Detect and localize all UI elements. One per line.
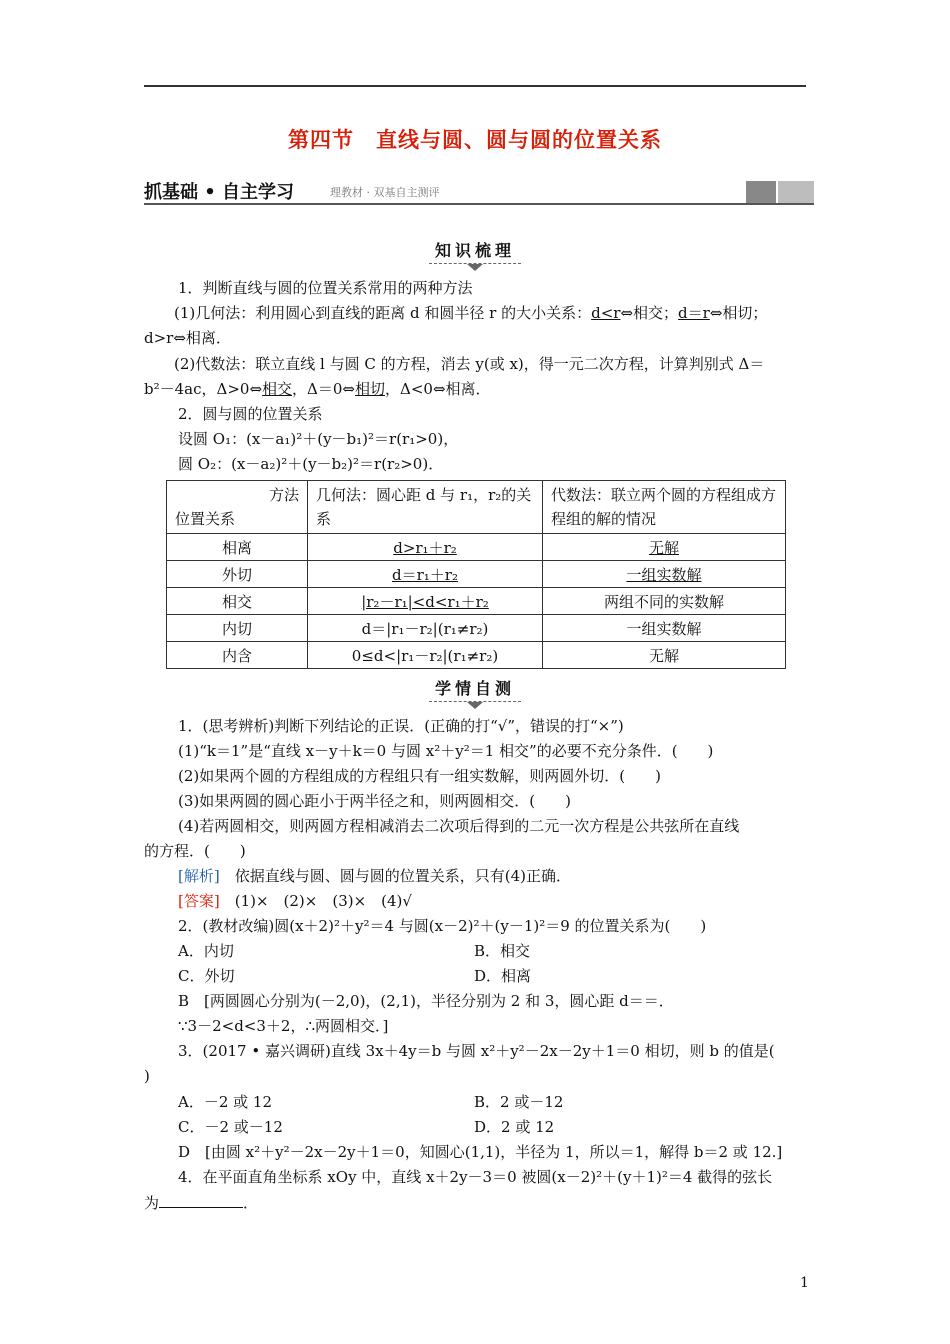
triangle-marker-icon bbox=[467, 702, 483, 709]
para-2-b: ⇔相交； bbox=[620, 304, 679, 322]
page-number: 1 bbox=[800, 1275, 809, 1291]
q1-item-3: (3)如果两圆的圆心距小于两半径之和，则两圆相交．( ) bbox=[178, 792, 571, 810]
table-header-row bbox=[167, 481, 786, 534]
cell-geo: d>r₁＋r₂ bbox=[308, 534, 543, 561]
section-banner bbox=[144, 178, 814, 204]
cell-alg: 无解 bbox=[543, 642, 786, 669]
q4-stem-cont bbox=[144, 1193, 258, 1213]
banner-rule bbox=[144, 203, 814, 205]
q2-stem: 2．(教材改编)圆(x＋2)²＋y²＝4 与圆(x－2)²＋(y－1)²＝9 的位置关系为( ) bbox=[178, 917, 707, 935]
cell-relation: 相交 bbox=[167, 588, 308, 615]
para-5-b: ，Δ＝0⇔ bbox=[292, 380, 355, 398]
answer-label: [答案] bbox=[178, 892, 220, 910]
para-2 bbox=[174, 303, 767, 323]
banner-bar-dark bbox=[746, 181, 776, 203]
cell-geo: 0≤d<|r₁－r₂|(r₁≠r₂) bbox=[308, 642, 543, 669]
q1-stem: 1．(思考辨析)判断下列结论的正误．(正确的打“√”，错误的打“×”) bbox=[178, 717, 624, 735]
banner-sub: 理教材 · 双基自主测评 bbox=[330, 186, 440, 199]
para-5 bbox=[144, 379, 491, 399]
answer-text: (1)× (2)× (3)× (4)√ bbox=[219, 892, 412, 910]
para-8: 圆 O₂：(x－a₂)²＋(y－b₂)²＝r(r₂>0)． bbox=[178, 455, 444, 473]
cell-geo: d＝|r₁－r₂|(r₁≠r₂) bbox=[308, 615, 543, 642]
q2-option-b: B．相交 bbox=[474, 942, 531, 960]
q1-answer bbox=[178, 891, 412, 911]
banner-bar-light bbox=[778, 181, 814, 203]
q4-stem: 4．在平面直角坐标系 xOy 中，直线 x＋2y－3＝0 被圆(x－2)²＋(y＋1)²＝4 截得的弦长 bbox=[178, 1168, 773, 1186]
relation-table bbox=[166, 480, 786, 669]
q3-solution: D [由圆 x²＋y²－2x－2y＋1＝0，知圆心(1,1)，半径为 1，所以＝1，解得 b＝2 或 12.] bbox=[178, 1143, 783, 1161]
table-row bbox=[167, 642, 786, 669]
para-6: 2．圆与圆的位置关系 bbox=[178, 405, 323, 423]
cell-relation: 内含 bbox=[167, 642, 308, 669]
table-row bbox=[167, 534, 786, 561]
para-1: 1．判断直线与圆的位置关系常用的两种方法 bbox=[178, 279, 473, 297]
q1-analysis bbox=[178, 866, 571, 886]
header-geo: 几何法：圆心距 d 与 r₁，r₂的关系 bbox=[308, 481, 543, 534]
para-5-a: b²－4ac，Δ>0⇔ bbox=[144, 380, 263, 398]
header-relation: 位置关系 bbox=[175, 510, 236, 528]
top-rule bbox=[144, 85, 806, 87]
section-heading-text: 知识梳理 bbox=[434, 241, 515, 260]
q1-item-4: (4)若两圆相交，则两圆方程相减消去二次项后得到的二元一次方程是公共弦所在直线 bbox=[178, 817, 740, 835]
analysis-text: 依据直线与圆、圆与圆的位置关系，只有(4)正确． bbox=[219, 867, 571, 885]
q3-stem-cont: ) bbox=[144, 1067, 150, 1085]
q4-suffix: ． bbox=[243, 1194, 259, 1212]
q2-solution-1: B [两圆圆心分别为(－2,0)，(2,1)，半径分别为 2 和 3，圆心距 d＝＝． bbox=[178, 992, 674, 1010]
cell-alg: 两组不同的实数解 bbox=[543, 588, 786, 615]
header-method: 方法 bbox=[268, 486, 299, 504]
q3-option-b: B．2 或－12 bbox=[474, 1093, 564, 1111]
header-corner-cell bbox=[167, 481, 308, 534]
q3-stem: 3．(2017 • 嘉兴调研)直线 3x＋4y＝b 与圆 x²＋y²－2x－2y＋1＝0 相切，则 b 的值是( bbox=[178, 1042, 775, 1060]
q4-prefix: 为 bbox=[144, 1194, 160, 1212]
cell-relation: 相离 bbox=[167, 534, 308, 561]
table-row bbox=[167, 588, 786, 615]
q3-option-c: C．－2 或－12 bbox=[178, 1118, 283, 1136]
q1-item-2: (2)如果两个圆的方程组成的方程组只有一组实数解，则两圆外切．( ) bbox=[178, 767, 661, 785]
para-5-u2: 相切 bbox=[354, 380, 385, 398]
cell-geo: |r₂－r₁|<d<r₁＋r₂ bbox=[308, 588, 543, 615]
q2-option-a: A．内切 bbox=[178, 942, 234, 960]
section-heading-knowledge bbox=[0, 238, 950, 271]
header-alg: 代数法：联立两个圆的方程组成方程组的解的情况 bbox=[543, 481, 786, 534]
para-2-u1: d<r bbox=[591, 304, 621, 322]
cell-alg: 无解 bbox=[543, 534, 786, 561]
para-2-c: ⇔相切； bbox=[709, 304, 768, 322]
cell-relation: 外切 bbox=[167, 561, 308, 588]
para-5-c: ，Δ<0⇔相离． bbox=[385, 380, 491, 398]
cell-geo: d＝r₁＋r₂ bbox=[308, 561, 543, 588]
para-4: (2)代数法：联立直线 l 与圆 C 的方程，消去 y(或 x)，得一元二次方程，计算判别式 Δ＝ bbox=[174, 355, 765, 373]
cell-relation: 内切 bbox=[167, 615, 308, 642]
page-title: 第四节 直线与圆、圆与圆的位置关系 bbox=[288, 128, 662, 152]
section-heading-text: 学情自测 bbox=[434, 679, 515, 698]
para-3: d>r⇔相离． bbox=[144, 329, 231, 347]
q2-option-c: C．外切 bbox=[178, 967, 235, 985]
table-row bbox=[167, 615, 786, 642]
q1-item-4-cont: 的方程．( ) bbox=[144, 842, 246, 860]
cell-alg: 一组实数解 bbox=[543, 561, 786, 588]
table-row bbox=[167, 561, 786, 588]
cell-alg: 一组实数解 bbox=[543, 615, 786, 642]
para-2-u2: d＝r bbox=[678, 304, 710, 322]
q2-option-d: D．相离 bbox=[474, 967, 532, 985]
para-5-u1: 相交 bbox=[262, 380, 293, 398]
q2-solution-2: ∵3－2<d<3＋2，∴两圆相交．] bbox=[178, 1017, 389, 1035]
q3-option-a: A．－2 或 12 bbox=[178, 1093, 272, 1111]
answer-blank[interactable] bbox=[159, 1193, 243, 1208]
para-2-a: (1)几何法：利用圆心到直线的距离 d 和圆半径 r 的大小关系： bbox=[174, 304, 592, 322]
analysis-label: [解析] bbox=[178, 867, 220, 885]
triangle-marker-icon bbox=[467, 264, 483, 271]
q1-item-1: (1)“k＝1”是“直线 x－y＋k＝0 与圆 x²＋y²＝1 相交”的必要不充分条件．( ) bbox=[178, 742, 714, 760]
para-7: 设圆 O₁：(x－a₁)²＋(y－b₁)²＝r(r₁>0)， bbox=[178, 430, 459, 448]
banner-main: 抓基础 • 自主学习 bbox=[144, 182, 295, 203]
q3-option-d: D．2 或 12 bbox=[474, 1118, 555, 1136]
section-heading-self-test bbox=[0, 676, 950, 709]
